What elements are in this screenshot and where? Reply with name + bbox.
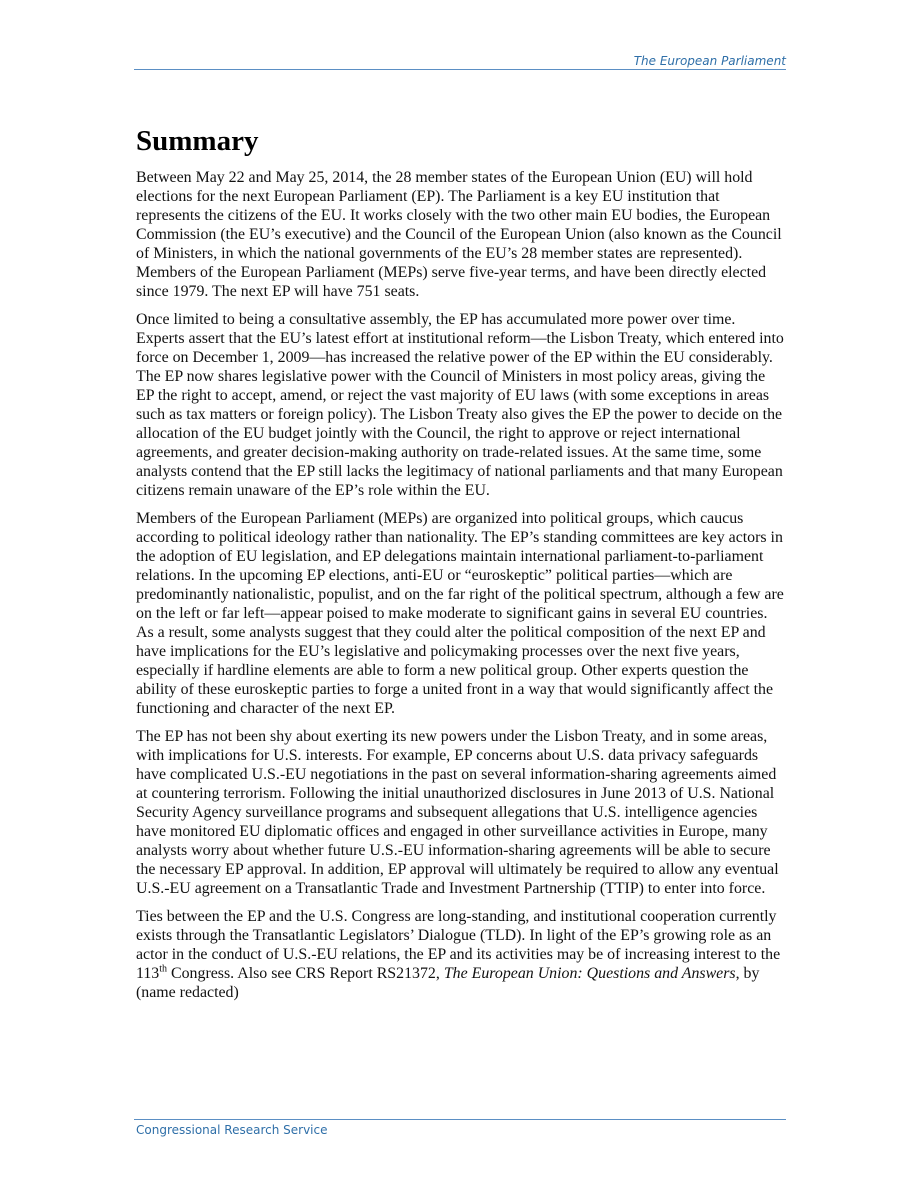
paragraph-5-text-c: , by (name redacted): [136, 965, 760, 1001]
paragraph-2: Once limited to being a consultative assembly, the EP has accumulated more power over time. Experts assert that the EU’s latest effort at institutional reform—the Lisbon Treaty, which entered into force on December 1, 2009—has increased the relative power of the EP within the EU considerably. The EP now shares legislative power with the Council of Ministers in most policy areas, giving the EP the right to accept, amend, or reject the vast majority of EU laws (with some exceptions in areas such as tax matters or foreign policy). The Lisbon Treaty also gives the EP the power to decide on the allocation of the EU budget jointly with the Council, the right to approve or reject international agreements, and greater decision-making authority on trade-related issues. At the same time, some analysts contend that the EP still lacks the legitimacy of national parliaments and that many European citizens remain unaware of the EP’s role within the EU.: [136, 311, 784, 499]
paragraph-3: Members of the European Parliament (MEPs) are organized into political groups, which caucus according to political ideology rather than nationality. The EP’s standing committees are key actors in the adoption of EU legislation, and EP delegations maintain international parliament-to-parliament relations. In the upcoming EP elections, anti-EU or “euroskeptic” political parties—which are predominantly nationalistic, populist, and on the far right of the political spectrum, although a few are on the left or far left—appear poised to make moderate to significant gains in several EU countries. As a result, some analysts suggest that they could alter the political composition of the next EP and have implications for the EU’s legislative and policymaking processes over the next five years, especially if hardline elements are able to form a new political group. Other experts question the ability of these euroskeptic parties to forge a united front in a way that would significantly affect the functioning and character of the next EP.: [136, 510, 784, 717]
footer-rule: [134, 1119, 786, 1120]
summary-section: [136, 124, 786, 1011]
paragraph-5-text-b: Congress. Also see CRS Report RS21372,: [167, 965, 444, 982]
header-rule: [134, 69, 786, 70]
running-footer: Congressional Research Service: [136, 1123, 328, 1137]
section-heading: Summary: [136, 125, 259, 157]
running-header-title: The European Parliament: [633, 54, 786, 68]
paragraph-1: Between May 22 and May 25, 2014, the 28 member states of the European Union (EU) will hold elections for the next European Parliament (EP). The Parliament is a key EU institution that represents the citizens of the EU. It works closely with the two other main EU bodies, the European Commission (the EU’s executive) and the Council of the European Union (also known as the Council of Ministers, in which the national governments of the EU’s 28 member states are represented). Members of the European Parliament (MEPs) serve five-year terms, and have been directly elected since 1979. The next EP will have 751 seats.: [136, 169, 782, 300]
paragraph-5: [136, 907, 786, 1002]
paragraph-5-text-a: Ties between the EP and the U.S. Congress are long-standing, and institutional cooperation currently exists through the Transatlantic Legislators’ Dialogue (TLD). In light of the EP’s growing role as an actor in the conduct of U.S.-EU relations, the EP and its activities may be of increasing interest to the 113: [136, 908, 781, 982]
ordinal-superscript: th: [159, 963, 168, 975]
paragraph-4: The EP has not been shy about exerting its new powers under the Lisbon Treaty, and in some areas, with implications for U.S. interests. For example, EP concerns about U.S. data privacy safeguards have complicated U.S.-EU negotiations in the past on several information-sharing agreements aimed at countering terrorism. Following the initial unauthorized disclosures in June 2013 of U.S. National Security Agency surveillance programs and subsequent allegations that U.S. intelligence agencies have monitored EU diplomatic offices and engaged in other surveillance activities in Europe, many analysts worry about whether future U.S.-EU information-sharing agreements will be able to secure the necessary EP approval. In addition, EP approval will ultimately be required to allow any eventual U.S.-EU agreement on a Transatlantic Trade and Investment Partnership (TTIP) to enter into force.: [136, 728, 779, 897]
report-title: The European Union: Questions and Answers: [443, 965, 736, 982]
